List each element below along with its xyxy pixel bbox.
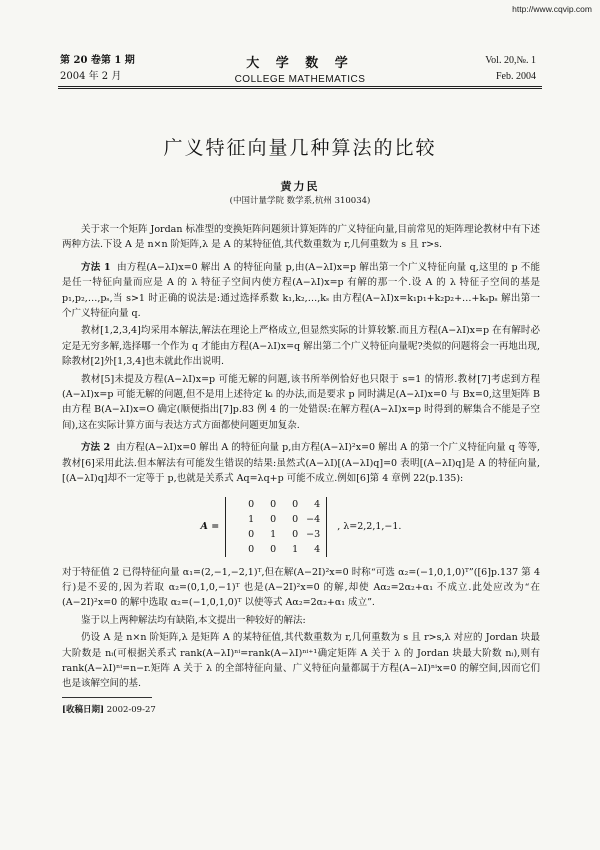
volume-cn: 第 20 卷第 1 期 (60, 55, 135, 66)
header-rule-top (58, 86, 542, 87)
paragraph-method1 (62, 260, 540, 322)
matrix-cell: 0 (248, 528, 255, 540)
matrix-cell: 1 (248, 513, 255, 525)
paragraph-textbooks: 教材[1,2,3,4]均采用本解法,解法在理论上严格成立,但显然实际的计算较繁.而且方程(A−λI)x=p 在有解时必定是无穷多解,选择哪一个作为 q 才能由方程(A−λI)x=q 解出第二个广义特征向量呢?类似的问题将会一再地出现,除教材[2]外[1,3,4]也未就此作出说明. (62, 325, 540, 368)
matrix-row (232, 527, 320, 542)
watermark-url[interactable]: http://www.cqvip.com (512, 4, 592, 14)
paragraph-example: 对于特征值 2 已得特征向量 α₁=(2,−1,−2,1)ᵀ,但在解(A−2I)²x=0 时称“可选 α₂=(−1,0,1,0)ᵀ”([6]p.137 第 4 行)是不妥的,因为若取 α₂=(0,1,0,−1)ᵀ 也是(A−2I)²x=0 的解,却使 Aα₂=2α₂+α₁ 不成立.此处应改为“在(A−2I)²x=0 的解中选取 α₂=(−1,0,1,0)ᵀ 以使等式 Aα₂=2α₂+α₁ 成立”. (62, 566, 540, 609)
footnote-rule (62, 697, 152, 698)
journal-name-cn: 大 学 数 学 (246, 56, 354, 71)
matrix-cell: 0 (248, 498, 255, 510)
matrix-cell: 0 (292, 498, 299, 510)
matrix-cell: 4 (314, 498, 321, 510)
matrix-cell: 0 (292, 513, 299, 525)
matrix-equation (62, 497, 540, 557)
method1-label: 方法 1 (81, 261, 111, 273)
matrix-cell: 0 (292, 528, 299, 540)
matrix-cell: 4 (314, 543, 321, 555)
paragraph-textbook5: 教材[5]未提及方程(A−λI)x=p 可能无解的问题,该书所举例恰好也只限于 s=1 的情形.教材[7]考虑到方程(A−λI)x=p 可能无解的问题,但不是用上述待定 kᵢ 的办法,而是要求 p 同时满足(A−λI)x=0 与 Bx=0,这里矩阵 B 由方程 B(A−λI)x=O 确定(顺便指出[7]p.83 例 4 的一处错误:在解方程(A−λI)x=p 时得到的解集合不能是子空间),这在实际计算方面与表达方式方面都使问题更加复杂. (62, 373, 540, 431)
journal-issue-right (485, 53, 536, 85)
received-label: [收稿日期] (62, 705, 105, 715)
matrix-cell: 0 (248, 543, 255, 555)
article-affiliation: (中国计量学院 数学系,杭州 310034) (229, 196, 371, 206)
matrix-cell: 0 (270, 498, 277, 510)
journal-name (200, 52, 400, 85)
journal-name-en: COLLEGE MATHEMATICS (234, 74, 366, 85)
journal-issue-left (60, 53, 135, 85)
method2-label: 方法 2 (81, 442, 111, 454)
matrix-row (232, 497, 320, 512)
received-date (62, 703, 156, 715)
matrix-A (225, 497, 327, 557)
matrix-cell: 1 (292, 543, 299, 555)
date-cn: 2004 年 2 月 (60, 71, 122, 82)
matrix-label: A = (200, 520, 220, 532)
matrix-cell: 1 (270, 528, 277, 540)
received-value: 2002-09-27 (106, 705, 156, 715)
date-en: Feb. 2004 (496, 71, 536, 82)
paragraph-proposal: 鉴于以上两种解法均有缺陷,本文提出一种较好的解法: (81, 614, 306, 626)
paragraph-intro: 关于求一个矩阵 Jordan 标准型的变换矩阵问题须计算矩阵的广义特征向量,目前常见的矩阵理论教材中有下述两种方法.下设 A 是 n×n 阶矩阵,λ 是 A 的某特征值,其代数重数为 r,几何重数为 s 且 r>s. (62, 224, 540, 251)
volume-en: Vol. 20,№. 1 (485, 55, 536, 66)
matrix-row (232, 542, 320, 557)
matrix-cell: −4 (306, 513, 321, 525)
matrix-cell: 0 (270, 543, 277, 555)
eigenvalues: , λ=2,2,1,−1. (337, 520, 402, 532)
matrix-cell: −3 (306, 528, 321, 540)
paragraph-new-method: 仍设 A 是 n×n 阶矩阵,λ 是矩阵 A 的某特征值,其代数重数为 r,几何重数为 s 且 r>s,λ 对应的 Jordan 块最大阶数是 nᵢ(可根据关系式 rank(A−λI)ⁿⁱ=rank(A−λI)ⁿⁱ⁺¹确定矩阵 A 关于 λ 的 Jordan 块最大阶数 nᵢ),则有 rank(A−λI)ⁿⁱ=n−r.矩阵 A 关于 λ 的全部特征向量、广义特征向量都属于方程(A−λI)ⁿⁱx=0 的解空间,因而它们也是该解空间的基. (62, 632, 540, 690)
matrix-row (232, 512, 320, 527)
method1-text: 由方程(A−λI)x=0 解出 A 的特征向量 p,由(A−λI)x=p 解出第一个广义特征向量 q,这里的 p 不能是任一特征向量而应是 A 的 λ 特征子空间内使方程(A−λI)x=p 有解的那一个.设 A 的 λ 特征子空间的基是 p₁,p₂,…,pₛ,当 s>1 时正确的说法是:通过选择系数 k₁,k₂,…,kₛ 由方程(A−λI)x=k₁p₁+k₂p₂+…+kₛpₛ 解出第一个广义特征向量 q. (62, 261, 541, 320)
matrix-cell: 0 (270, 513, 277, 525)
article-body (62, 222, 540, 692)
method2-text: 由方程(A−λI)x=0 解出 A 的特征向量 p,由方程(A−λI)²x=0 解出 A 的第一个广义特征向量 q 等等,教材[6]采用此法.但本解法有可能发生错误的结果:虽然式(A−λI)[(A−λI)q]=0 表明[(A−λI)q]是 A 的特征向量,[(A−λI)q]却不一定等于 p,也就是关系式 Aq=λq+p 可能不成立.例如[6]第 4 章例 22(p.135): (62, 442, 541, 485)
paragraph-method2 (62, 440, 540, 486)
article-title: 广义特征向量几种算法的比较 (163, 137, 437, 159)
header-rule-bottom (58, 88, 542, 89)
article-author: 黄力民 (280, 180, 320, 193)
